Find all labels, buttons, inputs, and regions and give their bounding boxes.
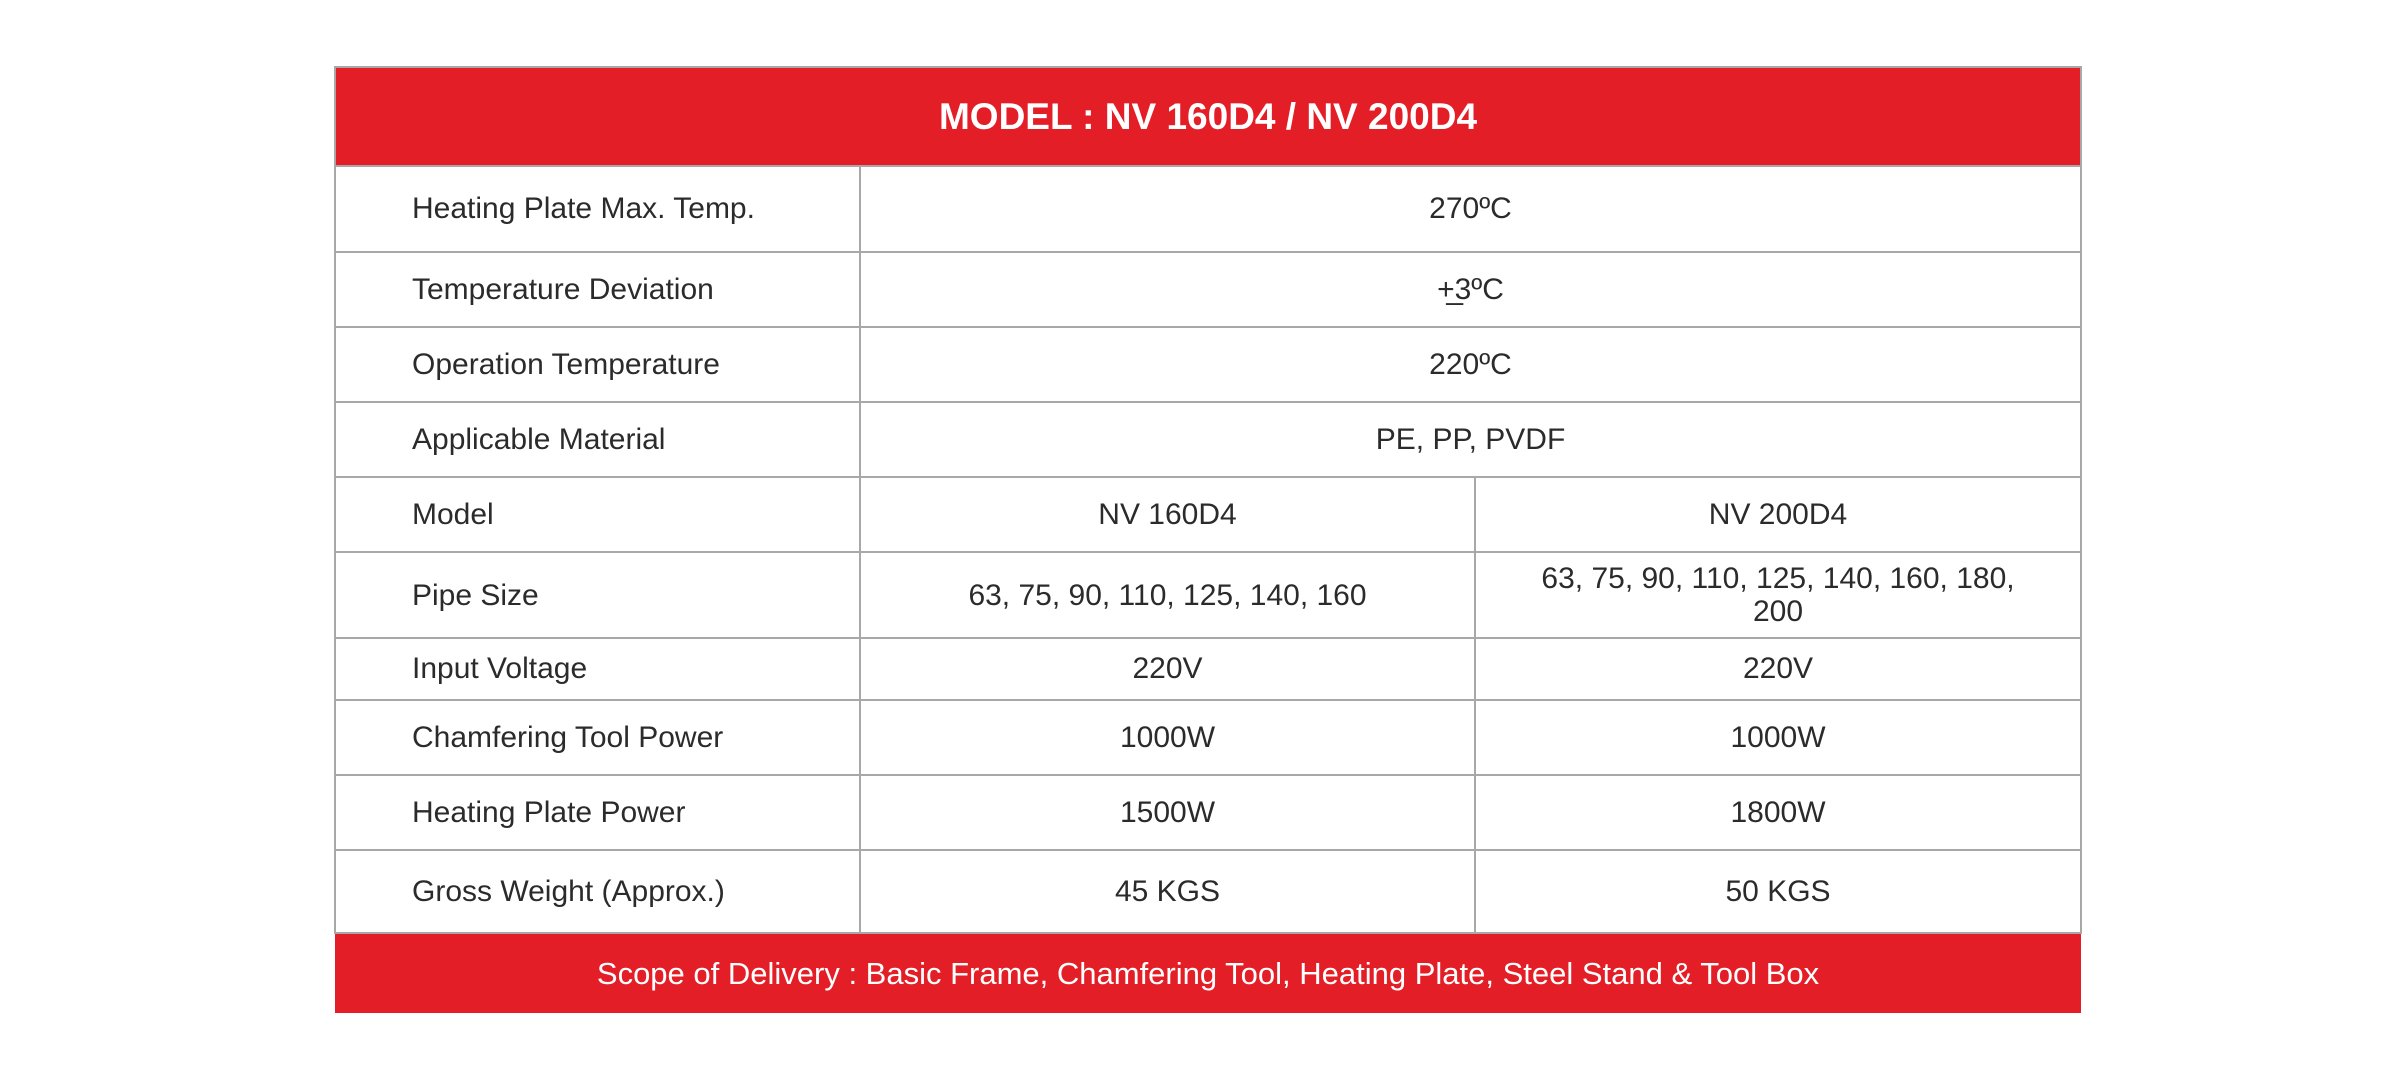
table-header-row	[335, 67, 2081, 166]
model-a-value: NV 160D4	[860, 477, 1475, 552]
row-value: PE, PP, PVDF	[860, 402, 2081, 477]
row-value: 270ºC	[860, 166, 2081, 252]
model-b-value: 63, 75, 90, 110, 125, 140, 160, 180, 200	[1475, 552, 2081, 638]
table-row	[335, 552, 2081, 638]
row-label: Chamfering Tool Power	[335, 700, 860, 775]
row-label: Input Voltage	[335, 638, 860, 700]
row-label: Model	[335, 477, 860, 552]
model-a-value: 63, 75, 90, 110, 125, 140, 160	[860, 552, 1475, 638]
table-footer-row	[335, 933, 2081, 1013]
model-a-value: 45 KGS	[860, 850, 1475, 933]
model-b-value: 1800W	[1475, 775, 2081, 850]
model-b-value: 1000W	[1475, 700, 2081, 775]
scope-of-delivery: Scope of Delivery : Basic Frame, Chamfering Tool, Heating Plate, Steel Stand & Tool Box	[335, 933, 2081, 1013]
row-label: Heating Plate Max. Temp.	[335, 166, 860, 252]
table-row	[335, 850, 2081, 933]
row-label: Applicable Material	[335, 402, 860, 477]
table-title: MODEL : NV 160D4 / NV 200D4	[335, 67, 2081, 166]
model-b-value: 50 KGS	[1475, 850, 2081, 933]
row-value: 220ºC	[860, 327, 2081, 402]
model-b-value: NV 200D4	[1475, 477, 2081, 552]
spec-table	[334, 66, 2082, 1013]
row-label: Temperature Deviation	[335, 252, 860, 327]
model-a-value: 220V	[860, 638, 1475, 700]
table-row	[335, 402, 2081, 477]
table-row	[335, 166, 2081, 252]
row-value: +̲3ºC	[860, 252, 2081, 327]
table-row	[335, 477, 2081, 552]
table-row	[335, 700, 2081, 775]
table-row	[335, 327, 2081, 402]
table-row	[335, 252, 2081, 327]
model-b-value: 220V	[1475, 638, 2081, 700]
table-row	[335, 775, 2081, 850]
row-label: Heating Plate Power	[335, 775, 860, 850]
model-a-value: 1500W	[860, 775, 1475, 850]
row-label: Pipe Size	[335, 552, 860, 638]
table-row	[335, 638, 2081, 700]
model-a-value: 1000W	[860, 700, 1475, 775]
row-label: Gross Weight (Approx.)	[335, 850, 860, 933]
row-label: Operation Temperature	[335, 327, 860, 402]
